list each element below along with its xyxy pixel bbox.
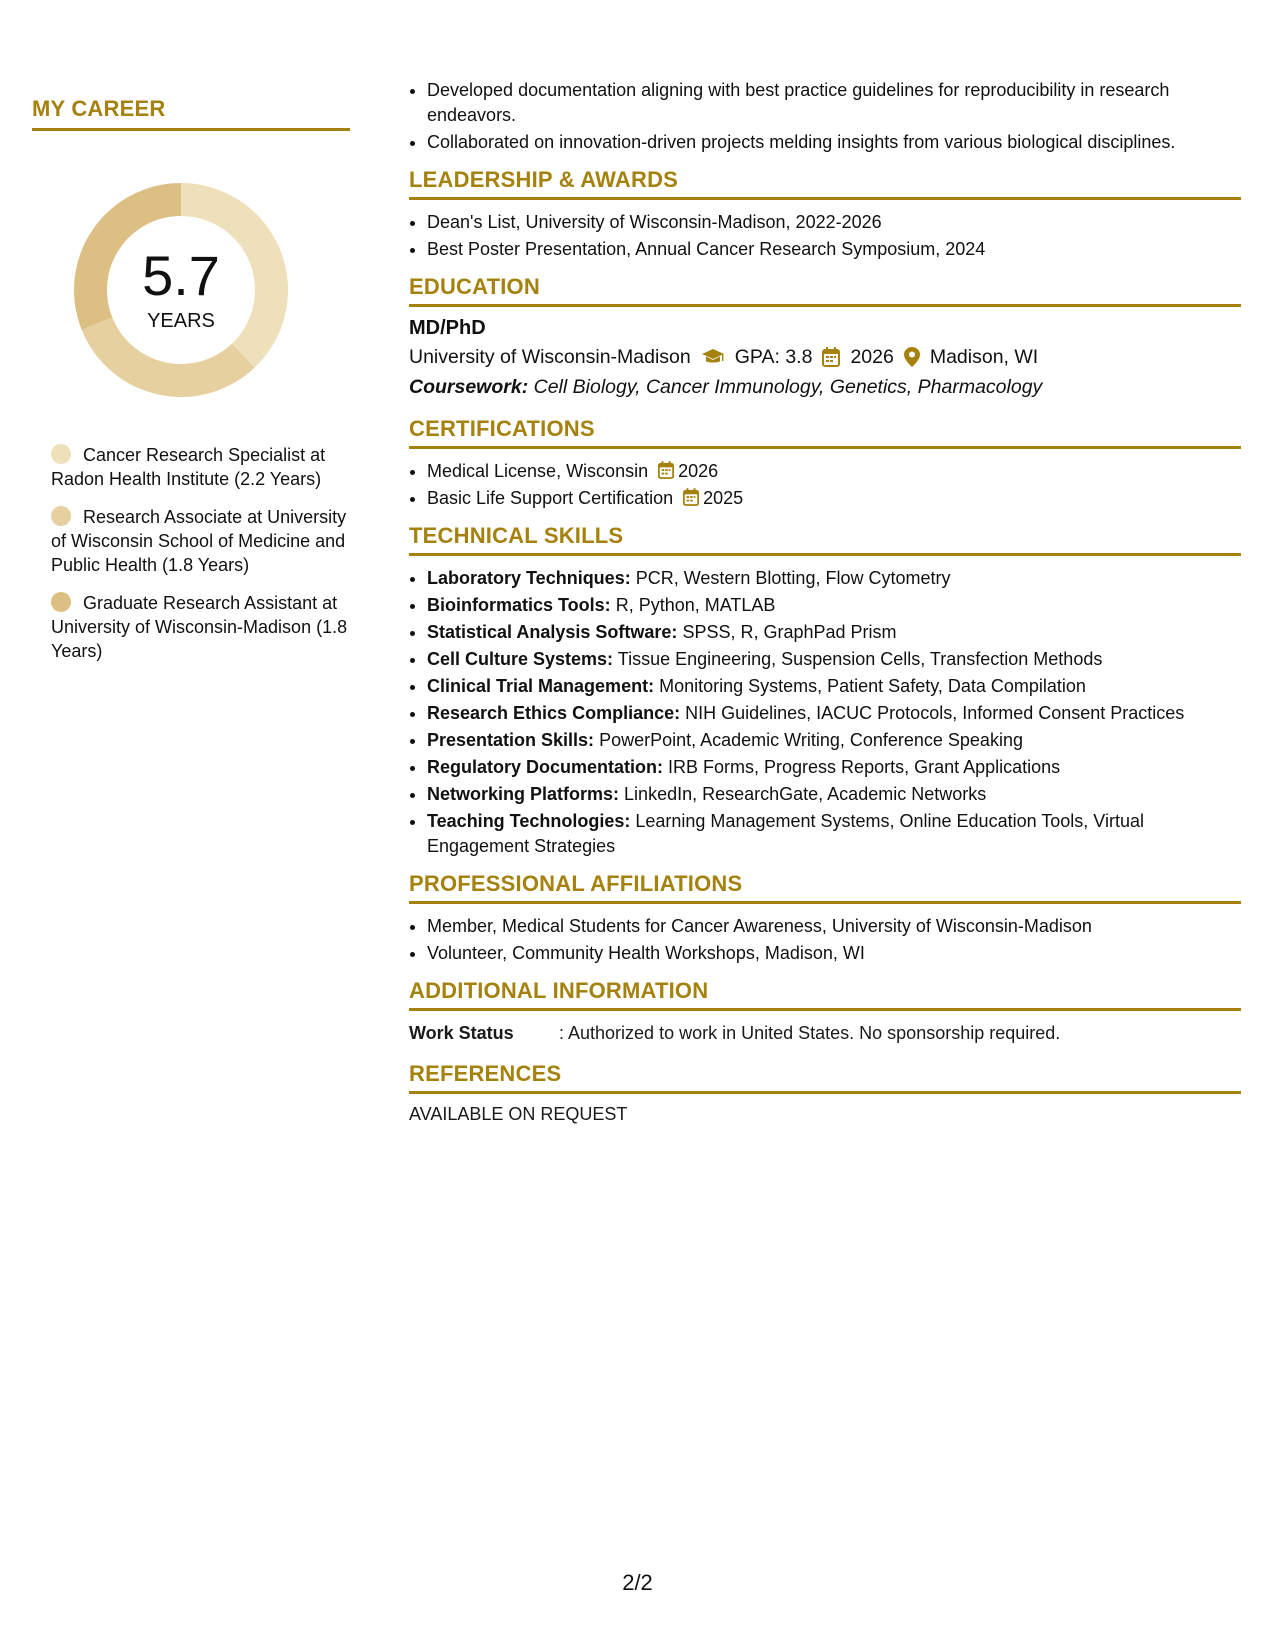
- experience-bullet: • Collaborated on innovation-driven projects melding insights from various biological disciplines.: [427, 130, 1241, 155]
- skill-item: [427, 566, 1241, 591]
- education-section-title: EDUCATION: [409, 274, 1241, 307]
- affiliation-item: • Member, Medical Students for Cancer Awareness, University of Wisconsin-Madison: [427, 914, 1241, 939]
- skill-value: Monitoring Systems, Patient Safety, Data Compilation: [659, 676, 1086, 696]
- skill-value: NIH Guidelines, IACUC Protocols, Informed Consent Practices: [685, 703, 1185, 723]
- skill-item: [427, 647, 1241, 672]
- skill-label: Teaching Technologies:: [427, 811, 631, 831]
- education-details: [409, 342, 1241, 372]
- career-section-title: MY CAREER: [32, 96, 350, 131]
- skill-value: SPSS, R, GraphPad Prism: [682, 622, 897, 642]
- skill-label: Cell Culture Systems:: [427, 649, 614, 669]
- skill-label: Regulatory Documentation:: [427, 757, 664, 777]
- career-legend-item: [51, 591, 350, 663]
- skill-label: Research Ethics Compliance:: [427, 703, 681, 723]
- career-total-unit: YEARS: [147, 309, 215, 332]
- skills-section-title: TECHNICAL SKILLS: [409, 523, 1241, 556]
- page-number: 2/2: [622, 1570, 653, 1595]
- graduation-cap-icon: [701, 348, 725, 366]
- skill-label: Bioinformatics Tools:: [427, 595, 611, 615]
- skill-item: [427, 755, 1241, 780]
- leadership-section-title: LEADERSHIP & AWARDS: [409, 167, 1241, 200]
- affiliations-list: [409, 914, 1241, 966]
- certifications-list: [409, 459, 1241, 511]
- skill-item: [427, 674, 1241, 699]
- skill-label: Networking Platforms:: [427, 784, 620, 804]
- leadership-item: • Best Poster Presentation, Annual Cancer Research Symposium, 2024: [427, 237, 1241, 262]
- references-text: AVAILABLE ON REQUEST: [409, 1104, 628, 1124]
- leadership-item: • Dean's List, University of Wisconsin-Madison, 2022-2026: [427, 210, 1241, 235]
- skill-item: [427, 701, 1241, 726]
- calendar-icon: [822, 347, 840, 367]
- additional-section-title: ADDITIONAL INFORMATION: [409, 978, 1241, 1011]
- skill-label: Presentation Skills:: [427, 730, 595, 750]
- work-status-row: [409, 1021, 1241, 1045]
- location-pin-icon: [904, 347, 920, 367]
- skills-list: [409, 566, 1241, 859]
- legend-dot-3: [51, 592, 71, 612]
- coursework-label: Coursework:: [409, 376, 529, 398]
- certification-year: 2026: [678, 461, 719, 481]
- donut-center: [66, 175, 296, 405]
- calendar-icon: [683, 488, 699, 506]
- experience-bullets: [409, 78, 1241, 155]
- education-coursework: [409, 372, 1241, 402]
- skill-value: Tissue Engineering, Suspension Cells, Transfection Methods: [617, 649, 1103, 669]
- education-gpa: GPA: 3.8: [734, 346, 813, 368]
- skill-item: [427, 809, 1241, 859]
- work-status-value: : Authorized to work in United States. No sponsorship required.: [559, 1023, 1061, 1043]
- legend-dot-1: [51, 444, 71, 464]
- career-legend-label: Cancer Research Specialist at Radon Health Institute (2.2 Years): [51, 445, 326, 489]
- skill-item: [427, 782, 1241, 807]
- education-location: Madison, WI: [929, 346, 1039, 368]
- education-degree: MD/PhD: [409, 317, 486, 339]
- career-legend-item: [51, 443, 350, 491]
- education-year: 2026: [850, 346, 894, 368]
- experience-bullet: • Developed documentation aligning with best practice guidelines for reproducibility in research endeavors.: [427, 78, 1241, 128]
- skill-item: [427, 728, 1241, 753]
- legend-dot-2: [51, 506, 71, 526]
- skill-value: PCR, Western Blotting, Flow Cytometry: [635, 568, 951, 588]
- certification-year: 2025: [703, 488, 744, 508]
- certification-item: [427, 486, 1241, 511]
- career-legend: [51, 443, 350, 663]
- references-section-title: REFERENCES: [409, 1061, 1241, 1094]
- skill-item: [427, 593, 1241, 618]
- certification-name: Medical License, Wisconsin: [427, 461, 649, 481]
- skill-label: Statistical Analysis Software:: [427, 622, 678, 642]
- career-donut-chart: [66, 175, 296, 405]
- certification-item: [427, 459, 1241, 484]
- career-legend-label: Graduate Research Assistant at University of Wisconsin-Madison (1.8 Years): [51, 593, 348, 661]
- certifications-section-title: CERTIFICATIONS: [409, 416, 1241, 449]
- skill-value: Learning Management Systems, Online Education Tools, Virtual Engagement Strategies: [427, 811, 1144, 856]
- skill-value: R, Python, MATLAB: [615, 595, 776, 615]
- career-sidebar: [32, 96, 350, 677]
- skill-label: Clinical Trial Management:: [427, 676, 655, 696]
- career-total-years: 5.7: [142, 243, 220, 307]
- education-school: University of Wisconsin-Madison: [409, 346, 691, 368]
- skill-value: PowerPoint, Academic Writing, Conference Speaking: [599, 730, 1023, 750]
- skill-label: Laboratory Techniques:: [427, 568, 631, 588]
- career-legend-item: [51, 505, 350, 577]
- skill-value: LinkedIn, ResearchGate, Academic Networks: [624, 784, 987, 804]
- coursework-value: Cell Biology, Cancer Immunology, Genetics, Pharmacology: [533, 376, 1043, 398]
- skill-item: [427, 620, 1241, 645]
- skill-value: IRB Forms, Progress Reports, Grant Applications: [668, 757, 1061, 777]
- calendar-icon: [658, 461, 674, 479]
- work-status-label: Work Status: [409, 1023, 514, 1043]
- affiliations-section-title: PROFESSIONAL AFFILIATIONS: [409, 871, 1241, 904]
- affiliation-item: • Volunteer, Community Health Workshops, Madison, WI: [427, 941, 1241, 966]
- certification-name: Basic Life Support Certification: [427, 488, 674, 508]
- leadership-list: [409, 210, 1241, 262]
- career-legend-label: Research Associate at University of Wisconsin School of Medicine and Public Health (1.8 Years): [51, 507, 347, 575]
- main-content: [409, 78, 1241, 1125]
